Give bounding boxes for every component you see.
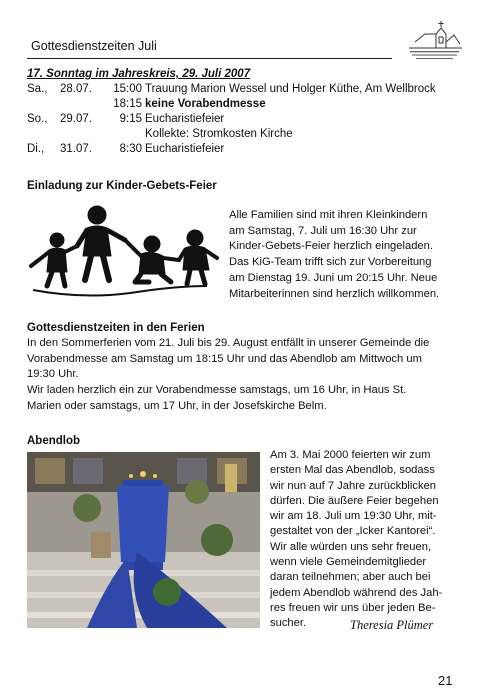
schedule-event: Eucharistiefeier: [145, 143, 225, 155]
ferien-heading: Gottesdienstzeiten in den Ferien: [27, 322, 205, 334]
schedule-time: 18:15: [113, 98, 142, 110]
abendlob-line: dürfen. Die äußere Feier begehen: [270, 494, 439, 507]
schedule-time: 15:00: [113, 83, 142, 95]
abendlob-line: wenn viele Gemeindemitglieder: [270, 556, 427, 569]
schedule-event: Eucharistiefeier: [145, 113, 225, 125]
ferien-line: Vorabendmesse am Samstag um 18:15 Uhr und das Abendlob am Mittwoch um: [27, 352, 422, 365]
abendlob-line: res freuen wir uns über jeden Be-: [270, 601, 436, 614]
schedule-event: keine Vorabendmesse: [145, 98, 266, 110]
signature: Theresia Plümer: [350, 618, 434, 632]
header-rule: [27, 58, 392, 59]
ferien-line: 19:30 Uhr.: [27, 368, 79, 381]
schedule-date: 29.07.: [60, 113, 92, 125]
abendlob-line: wir nun auf 7 Jahre zurückblicken: [270, 479, 437, 492]
kinder-line: Alle Familien sind mit ihren Kleinkindern: [229, 209, 428, 221]
kinder-line: Das KiG-Team trifft sich zur Vorbereitung: [229, 256, 432, 269]
kinder-line: am Samstag, 7. Juli um 16:30 Uhr zur: [229, 224, 417, 237]
kinder-heading: Einladung zur Kinder-Gebets-Feier: [27, 180, 217, 192]
kinder-line: am Dienstag 19. Juni um 20:15 Uhr. Neue: [229, 271, 438, 284]
ferien-line: In den Sommerferien vom 21. Juli bis 29. August entfällt in unserer Gemeinde die: [27, 337, 430, 349]
church-logo: [407, 20, 463, 64]
schedule-date: 28.07.: [60, 83, 92, 95]
abendlob-paragraph: [270, 448, 456, 632]
abendlob-line: daran teilnehmen; aber auch bei: [270, 571, 431, 584]
schedule-day: Sa.,: [27, 83, 48, 95]
abendlob-line: Am 3. Mai 2000 feierten wir zum: [270, 449, 431, 461]
abendlob-line: gestaltet von der „Icker Kantorei“.: [270, 525, 436, 538]
page-title: Gottesdienstzeiten Juli: [31, 39, 157, 53]
sunday-heading: 17. Sonntag im Jahreskreis, 29. Juli 2007: [27, 68, 251, 80]
schedule-time: 9:15: [119, 113, 142, 125]
abendlob-line: ersten Mal das Abendlob, sodass: [270, 464, 435, 477]
schedule-event: Kollekte: Stromkosten Kirche: [145, 128, 293, 140]
schedule-day: Di.,: [27, 143, 45, 155]
page-number: 21: [438, 673, 453, 688]
abendlob-line: Wir alle würden uns sehr freuen,: [270, 540, 432, 553]
schedule-event: Trauung Marion Wessel und Holger Küthe, Am Wellbrock: [145, 83, 436, 95]
schedule-day: So.,: [27, 113, 48, 125]
ferien-line: Wir laden herzlich ein zur Vorabendmesse samstags, um 16 Uhr, in Haus St.: [27, 384, 407, 397]
kinder-line: Mitarbeiterinnen sind herzlich willkommen.: [229, 287, 440, 300]
children-silhouette-image: [27, 200, 223, 300]
abendlob-line: wir am 18. Juli um 19:30 Uhr, mit-: [270, 510, 437, 523]
abendlob-heading: Abendlob: [27, 435, 81, 447]
schedule-date: 31.07.: [60, 143, 92, 155]
ferien-line: Marien oder samstags, um 17 Uhr, in der Josefskirche Belm.: [27, 399, 327, 412]
kinder-line: Kinder-Gebets-Feier herzlich eingeladen.: [229, 240, 433, 253]
ferien-paragraph: [27, 336, 457, 415]
schedule-time: 8:30: [119, 143, 142, 155]
abendlob-line: sucher.: [270, 617, 307, 630]
kinder-paragraph: [229, 208, 461, 302]
altar-photo: [27, 452, 260, 628]
abendlob-line: jedem Abendlob während des Jah-: [270, 586, 443, 599]
